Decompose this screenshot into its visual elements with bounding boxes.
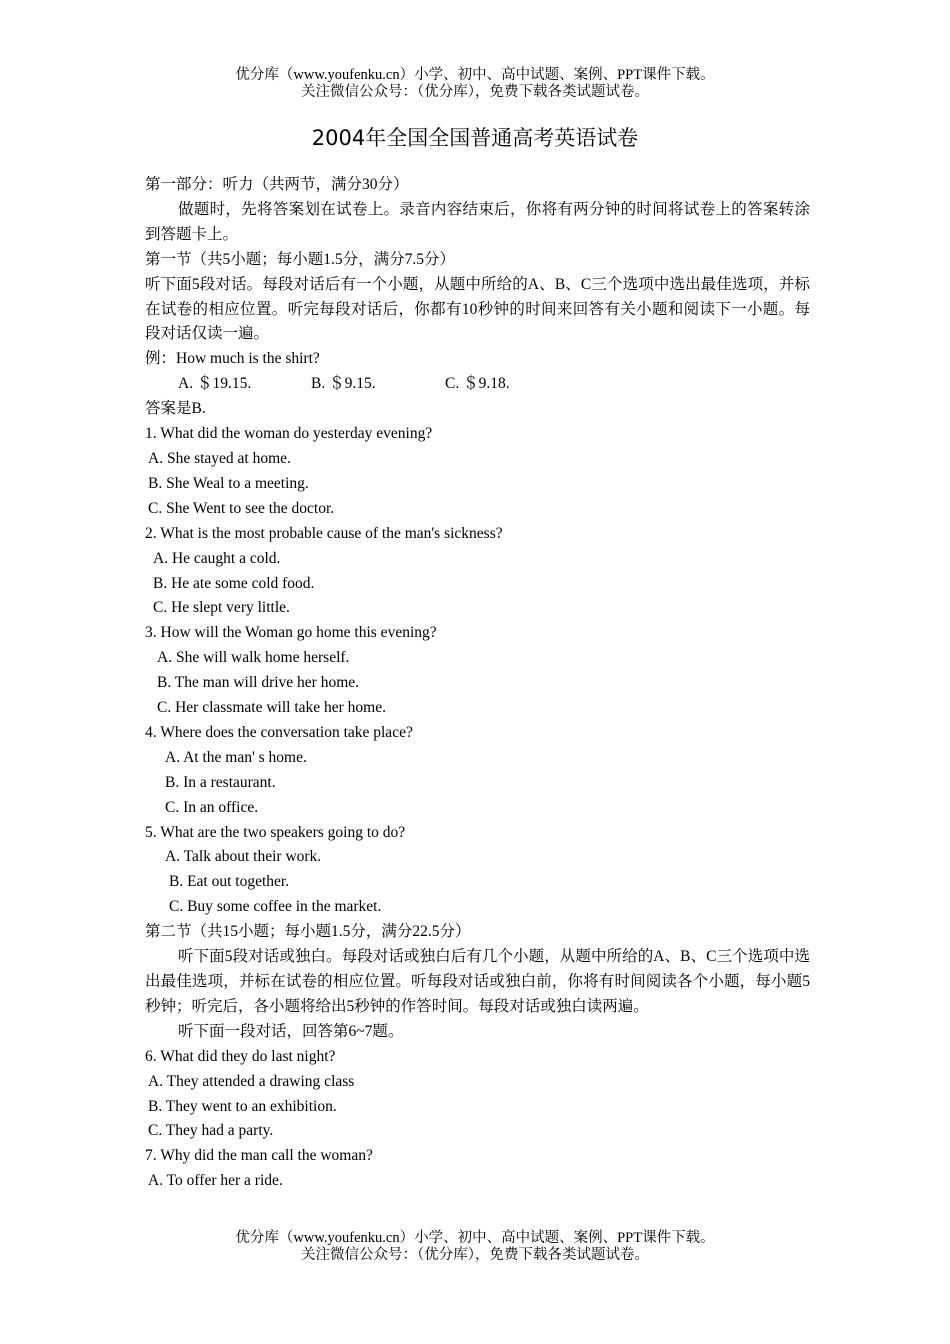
q2-option-b: B. He ate some cold food. bbox=[153, 574, 315, 592]
example-option-c: C. ＄9.18. bbox=[445, 375, 510, 393]
question-4: 4. Where does the conversation take place? bbox=[145, 723, 413, 741]
q2-option-a: A. He caught a cold. bbox=[153, 549, 281, 567]
page-title: 2004年全国全国普通高考英语试卷 bbox=[311, 126, 639, 150]
q2-option-c: C. He slept very little. bbox=[153, 599, 290, 617]
question-3: 3. How will the Woman go home this evening? bbox=[145, 624, 437, 642]
example-options bbox=[145, 372, 810, 397]
page-footer bbox=[0, 1230, 950, 1264]
section2-sub-instruction: 听下面一段对话，回答第6~7题。 bbox=[178, 1022, 404, 1040]
question-2: 2. What is the most probable cause of the man's sickness? bbox=[145, 524, 503, 542]
header-line-2: 关注微信公众号：（优分库），免费下载各类试题试卷。 bbox=[301, 84, 649, 100]
q5-option-c: C. Buy some coffee in the market. bbox=[169, 898, 382, 916]
footer-line-2: 关注微信公众号：（优分库），免费下载各类试题试卷。 bbox=[301, 1247, 649, 1263]
exam-body bbox=[145, 173, 810, 1194]
part1-heading: 第一部分：听力（共两节，满分30分） bbox=[145, 176, 409, 193]
q7-option-a: A. To offer her a ride. bbox=[148, 1172, 283, 1190]
section1-instructions: 听下面5段对话。每段对话后有一个小题，从题中所给的A、B、C三个选项中选出最佳选项，并标在试卷的相应位置。听完每段对话后，你都有10秒钟的时间来回答有关小题和阅读下一小题。每段对话仅读一遍。 bbox=[145, 275, 810, 343]
q4-option-c: C. In an office. bbox=[165, 798, 259, 816]
q1-option-a: A. She stayed at home. bbox=[148, 449, 291, 467]
q6-option-c: C. They had a party. bbox=[148, 1122, 274, 1140]
question-5: 5. What are the two speakers going to do? bbox=[145, 823, 406, 841]
example-question: 例：How much is the shirt? bbox=[145, 350, 320, 368]
q1-option-c: C. She Went to see the doctor. bbox=[148, 499, 335, 517]
question-7: 7. Why did the man call the woman? bbox=[145, 1147, 373, 1165]
q3-option-c: C. Her classmate will take her home. bbox=[157, 699, 386, 717]
q4-option-b: B. In a restaurant. bbox=[165, 773, 276, 791]
q6-option-b: B. They went to an exhibition. bbox=[148, 1097, 337, 1115]
section2-instructions: 听下面5段对话或独白。每段对话或独白后有几个小题，从题中所给的A、B、C三个选项中选出最佳选项，并标在试卷的相应位置。听每段对话或独白前，你将有时间阅读各个小题，每小题5秒钟；听完后，各小题将给出5秒钟的作答时间。每段对话或独白读两遍。 bbox=[145, 948, 810, 1015]
question-6: 6. What did they do last night? bbox=[145, 1047, 336, 1065]
q6-option-a: A. They attended a drawing class bbox=[148, 1072, 355, 1090]
section1-heading: 第一节（共5小题；每小题1.5分，满分7.5分） bbox=[145, 250, 456, 268]
example-option-b: B. ＄9.15. bbox=[311, 375, 376, 393]
footer-line-1: 优分库（www.youfenku.cn）小学、初中、高中试题、案例、PPT课件下载。 bbox=[235, 1230, 715, 1246]
example-option-a: A. ＄19.15. bbox=[178, 375, 252, 393]
part1-instructions: 做题时，先将答案划在试卷上。录音内容结束后，你将有两分钟的时间将试卷上的答案转涂到答题卡上。 bbox=[145, 200, 810, 243]
page-header bbox=[0, 67, 950, 101]
header-line-1: 优分库（www.youfenku.cn）小学、初中、高中试题、案例、PPT课件下载。 bbox=[235, 67, 715, 83]
q3-option-a: A. She will walk home herself. bbox=[157, 649, 350, 667]
q3-option-b: B. The man will drive her home. bbox=[157, 674, 360, 692]
q5-option-b: B. Eat out together. bbox=[169, 873, 290, 891]
example-answer: 答案是B. bbox=[145, 400, 206, 418]
q1-option-b: B. She Weal to a meeting. bbox=[148, 474, 309, 492]
q4-option-a: A. At the man' s home. bbox=[165, 748, 307, 766]
question-1: 1. What did the woman do yesterday evening? bbox=[145, 425, 433, 443]
q5-option-a: A. Talk about their work. bbox=[165, 848, 322, 866]
section2-heading: 第二节（共15小题；每小题1.5分，满分22.5分） bbox=[145, 923, 471, 941]
